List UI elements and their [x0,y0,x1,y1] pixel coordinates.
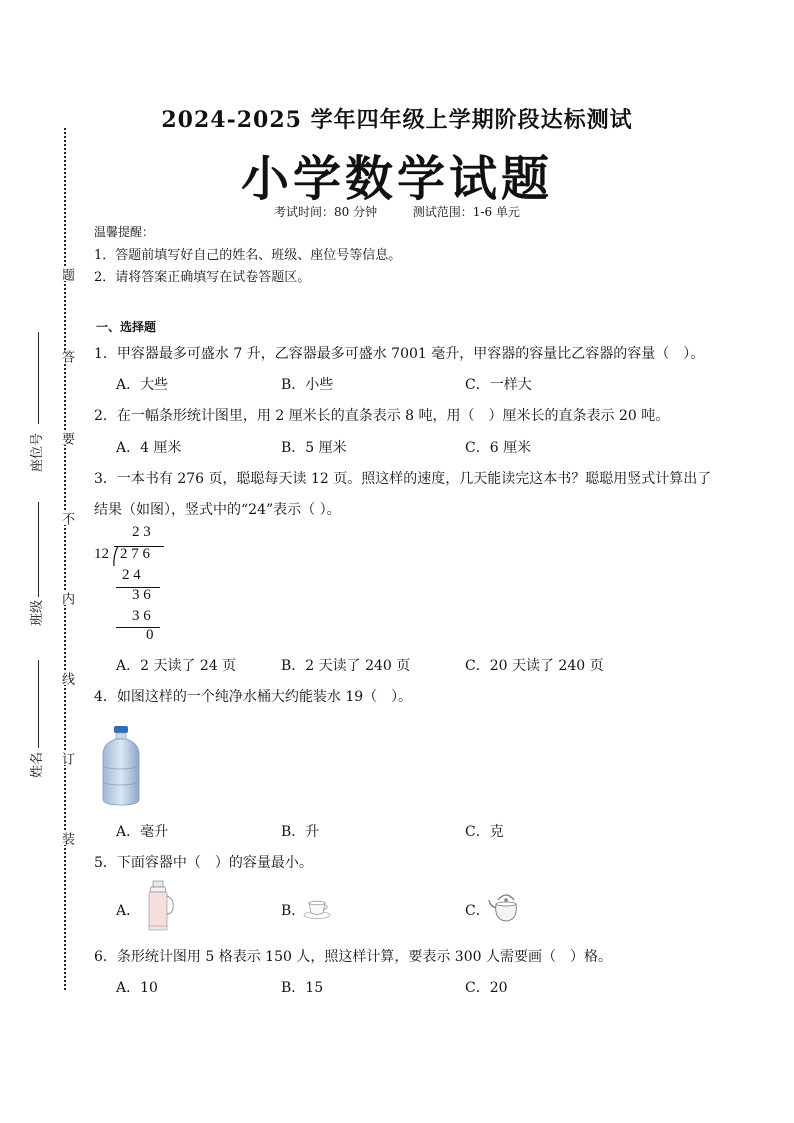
binding-char: 题 [59,268,74,281]
option-a[interactable]: A．10 [116,980,158,996]
question-6: 6．条形统计图用 5 格表示 150 人，照这样计算，要表示 300 人需要画（ ）格。 [94,949,612,965]
binding-char: 订 [59,752,74,765]
question-3-line2: 结果（如图），竖式中的“24”表示（ ）。 [94,502,341,518]
kettle-icon [488,890,524,924]
option-c[interactable]: C．20 天读了 240 页 [465,658,604,674]
class-underline [38,502,39,597]
option-a[interactable]: A．毫升 [116,824,169,840]
cup-icon [302,898,332,920]
option-b[interactable]: B． [281,903,306,919]
option-a[interactable]: A．2 天读了 24 页 [116,658,237,674]
question-2: 2．在一幅条形统计图里，用 2 厘米长的直条表示 8 吨，用（ ）厘米长的直条表示 20 吨。 [94,408,670,424]
binding-dotted-line [64,128,66,990]
exam-subtitle: 2024-2025 学年四年级上学期阶段达标测试 [161,107,633,133]
option-b[interactable]: B．小些 [281,377,334,393]
option-a[interactable]: A． [116,903,141,919]
binding-char: 装 [59,832,74,845]
class-label: 班级 [30,599,45,626]
exam-scope: 测试范围：1-6 单元 [412,205,520,219]
division-divisor: 12 [94,546,109,562]
binding-char: 不 [59,512,74,525]
name-label: 姓名 [30,751,45,778]
option-c[interactable]: C．20 [465,980,508,996]
division-step: 3 6 [132,587,151,603]
division-quotient: 2 3 [132,524,151,540]
page-title: 小学数学试题 [240,151,553,207]
option-b[interactable]: B．2 天读了 240 页 [281,658,411,674]
question-3-line1: 3．一本书有 276 页，聪聪每天读 12 页。照这样的速度，几天能读完这本书？聪聪用竖式计算出了 [94,471,712,487]
option-b[interactable]: B．升 [281,824,320,840]
option-c[interactable]: C． [465,903,490,919]
binding-char: 线 [59,672,74,685]
binding-char: 内 [59,592,74,605]
long-division [94,524,174,646]
exam-time: 考试时间：80 分钟 [274,205,378,219]
question-1: 1．甲容器最多可盛水 7 升，乙容器最多可盛水 7001 毫升，甲容器的容量比乙容器的容量（ ）。 [94,346,705,362]
option-c[interactable]: C．6 厘米 [465,440,532,456]
tip-item: 1．答题前填写好自己的姓名、班级、座位号等信息。 [94,248,402,263]
section-heading: 一、选择题 [96,320,157,334]
option-a[interactable]: A．4 厘米 [116,440,182,456]
option-b[interactable]: B．5 厘米 [281,440,347,456]
division-dividend: 2 7 6 [120,546,150,562]
division-remainder: 0 [146,627,154,643]
seat-underline [38,332,39,424]
question-4: 4．如图这样的一个纯净水桶大约能装水 19（ ）。 [94,689,413,705]
name-underline [38,660,39,748]
option-a[interactable]: A．大些 [116,377,169,393]
water-jug-icon [100,725,142,807]
option-c[interactable]: C．一样大 [465,377,532,393]
seat-label: 座位号 [30,432,45,472]
question-5: 5．下面容器中（ ）的容量最小。 [94,855,313,871]
option-b[interactable]: B．15 [281,980,324,996]
division-step: 2 4 [122,567,141,583]
division-step: 3 6 [132,608,151,624]
binding-char: 要 [59,432,74,445]
tip-item: 2．请将答案正确填写在试卷答题区。 [94,270,311,285]
binding-char: 答 [59,350,74,363]
tips-heading: 温馨提醒： [94,225,155,239]
thermos-icon [144,880,176,932]
option-c[interactable]: C．克 [465,824,504,840]
exam-info [0,203,794,220]
division-bracket [112,544,120,568]
